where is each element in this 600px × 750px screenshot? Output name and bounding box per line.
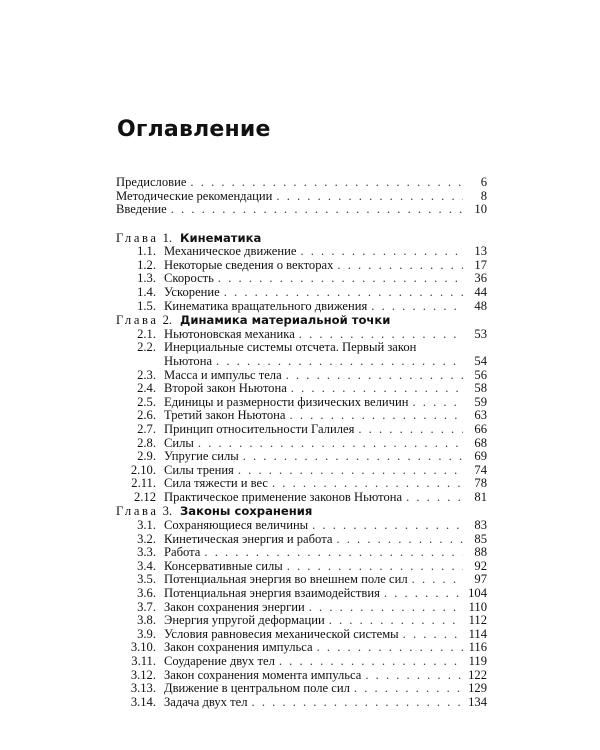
chapter-number: 1. xyxy=(162,230,173,245)
section-number: 2.9. xyxy=(137,449,156,464)
toc-section-entry[interactable] xyxy=(116,450,487,464)
toc-section-entry[interactable] xyxy=(116,396,487,410)
page-number: 104 xyxy=(468,585,487,600)
toc-section-entry[interactable] xyxy=(116,272,487,286)
dot-leader xyxy=(243,450,463,464)
page-number: 69 xyxy=(474,449,487,464)
page-number: 85 xyxy=(474,531,487,546)
dot-leader xyxy=(299,328,463,342)
section-title: Движение в центральном поле сил xyxy=(164,681,350,696)
dot-leader xyxy=(272,477,463,491)
page-number: 97 xyxy=(474,572,487,587)
section-title: Закон сохранения момента импульса xyxy=(164,667,362,682)
page-number: 48 xyxy=(474,298,487,313)
toc-section-entry[interactable] xyxy=(116,655,487,669)
toc-section-entry[interactable] xyxy=(116,560,487,574)
page-number: 83 xyxy=(474,517,487,532)
entry-title: Предисловие xyxy=(116,175,187,189)
toc-section-entry[interactable] xyxy=(116,341,487,355)
page-number: 13 xyxy=(474,244,487,259)
toc-front-entry[interactable] xyxy=(116,190,487,204)
dot-leader xyxy=(358,423,463,437)
dot-leader xyxy=(371,300,463,314)
section-title: Третий закон Ньютона xyxy=(164,408,286,423)
section-title: Энергия упругой деформации xyxy=(164,613,325,628)
page-number: 10 xyxy=(474,202,487,217)
dot-leader xyxy=(412,573,463,587)
dot-leader xyxy=(279,655,463,669)
section-number: 3.14. xyxy=(130,694,156,709)
dot-leader xyxy=(190,176,463,190)
toc-section-entry[interactable] xyxy=(116,641,487,655)
section-number: 1.2. xyxy=(137,257,156,272)
page-number: 68 xyxy=(474,435,487,450)
toc-section-entry[interactable] xyxy=(116,696,487,710)
toc-section-entry[interactable] xyxy=(116,491,487,505)
chapter-word: Глава xyxy=(116,230,159,245)
page-number: 110 xyxy=(468,599,487,614)
toc-section-entry[interactable] xyxy=(116,533,487,547)
dot-leader xyxy=(287,560,463,574)
dot-leader xyxy=(300,245,463,259)
dot-leader xyxy=(312,519,463,533)
toc-section-entry[interactable] xyxy=(116,628,487,642)
section-number: 2.1. xyxy=(137,326,156,341)
section-title: Упругие силы xyxy=(164,449,239,464)
table-of-contents xyxy=(116,176,487,709)
toc-section-entry[interactable] xyxy=(116,464,487,478)
section-number: 1.4. xyxy=(137,285,156,300)
toc-section-entry[interactable] xyxy=(116,245,487,259)
dot-leader xyxy=(317,641,463,655)
dot-leader xyxy=(218,272,463,286)
page-number: 74 xyxy=(474,462,487,477)
page-number: 58 xyxy=(474,381,487,396)
section-title: Механическое движение xyxy=(164,244,297,259)
chapter-title: Кинематика xyxy=(180,230,262,245)
section-title: Кинетическая энергия и работа xyxy=(164,531,333,546)
toc-section-entry[interactable] xyxy=(116,409,487,423)
section-title: Силы xyxy=(164,435,194,450)
section-number: 3.2. xyxy=(137,531,156,546)
page-number: 119 xyxy=(468,653,487,668)
toc-section-entry[interactable] xyxy=(116,601,487,615)
dot-leader xyxy=(171,203,463,217)
section-number: 3.3. xyxy=(137,545,156,560)
section-title: Сохраняющиеся величины xyxy=(164,517,309,532)
chapter-heading[interactable] xyxy=(116,504,487,519)
page-number: 112 xyxy=(468,613,487,628)
page-number: 17 xyxy=(474,257,487,272)
page-number: 66 xyxy=(474,421,487,436)
toc-section-entry[interactable] xyxy=(116,286,487,300)
toc-section-entry[interactable] xyxy=(116,477,487,491)
page-number: 53 xyxy=(474,326,487,341)
chapter-title: Законы сохранения xyxy=(180,504,313,519)
section-title: Задача двух тел xyxy=(164,694,248,709)
section-title: Ускорение xyxy=(164,285,220,300)
section-number: 3.4. xyxy=(137,558,156,573)
chapter-word: Глава xyxy=(116,504,159,519)
section-number: 2.12 xyxy=(133,489,156,504)
section-number: 2.6. xyxy=(137,408,156,423)
page-number: 114 xyxy=(468,626,487,641)
section-number: 2.2. xyxy=(137,340,156,355)
chapter-title: Динамика материальной точки xyxy=(180,313,391,328)
section-number: 3.5. xyxy=(137,572,156,587)
toc-section-entry[interactable] xyxy=(116,423,487,437)
toc-section-entry[interactable] xyxy=(116,382,487,396)
dot-leader xyxy=(290,409,463,423)
section-title: Кинематика вращательного движения xyxy=(164,298,368,313)
section-title: Некоторые сведения о векторах xyxy=(164,257,334,272)
section-number: 1.1. xyxy=(137,244,156,259)
section-title: Скорость xyxy=(164,271,214,286)
dot-leader xyxy=(403,628,463,642)
toc-section-entry-continued[interactable] xyxy=(116,355,487,369)
section-title: Консервативные силы xyxy=(164,558,283,573)
toc-front-entry[interactable] xyxy=(116,203,487,217)
dot-leader xyxy=(336,533,463,547)
section-title: Работа xyxy=(164,545,201,560)
section-title: Потенциальная энергия взаимодействия xyxy=(164,585,380,600)
section-number: 3.9. xyxy=(137,626,156,641)
section-title: Закон сохранения импульса xyxy=(164,640,313,655)
toc-section-entry[interactable] xyxy=(116,614,487,628)
section-title: Ньютоновская механика xyxy=(164,326,295,341)
toc-section-entry[interactable] xyxy=(116,369,487,383)
page-number: 44 xyxy=(474,285,487,300)
toc-section-entry[interactable] xyxy=(116,519,487,533)
section-number: 1.3. xyxy=(137,271,156,286)
page-number: 6 xyxy=(480,175,487,189)
dot-leader xyxy=(365,669,463,683)
page-number: 122 xyxy=(468,667,487,682)
dot-leader xyxy=(406,491,463,505)
entry-title: Введение xyxy=(116,202,167,217)
page-number: 129 xyxy=(468,681,487,696)
section-title: Соударение двух тел xyxy=(164,653,275,668)
section-title: Условия равновесия механической системы xyxy=(164,626,399,641)
page-number: 81 xyxy=(474,489,487,504)
toc-front-entry[interactable] xyxy=(116,176,487,190)
dot-leader xyxy=(216,355,463,369)
section-number: 3.13. xyxy=(130,681,156,696)
section-number: 2.3. xyxy=(137,367,156,382)
section-number: 2.7. xyxy=(137,421,156,436)
dot-leader xyxy=(238,464,463,478)
section-title: Практическое применение законов Ньютона xyxy=(164,489,403,504)
section-number: 3.11. xyxy=(131,653,156,668)
page-number: 92 xyxy=(474,558,487,573)
dot-leader xyxy=(329,614,463,628)
section-number: 3.8. xyxy=(137,613,156,628)
section-title: Силы трения xyxy=(164,462,234,477)
toc-section-entry[interactable] xyxy=(116,573,487,587)
section-number: 2.11. xyxy=(131,476,156,491)
section-title: Второй закон Ньютона xyxy=(164,381,287,396)
page-number: 134 xyxy=(468,694,487,709)
section-number: 3.7. xyxy=(137,599,156,614)
page-number: 36 xyxy=(474,271,487,286)
page-number: 116 xyxy=(468,640,487,655)
page-number: 88 xyxy=(474,545,487,560)
dot-leader xyxy=(354,682,463,696)
dot-leader xyxy=(384,587,463,601)
dot-leader xyxy=(198,437,463,451)
section-title: Инерциальные системы отсчета. Первый закон xyxy=(164,340,417,355)
page-title: Оглавление xyxy=(117,117,271,142)
dot-leader xyxy=(204,546,463,560)
section-number: 1.5. xyxy=(137,298,156,313)
toc-section-entry[interactable] xyxy=(116,259,487,273)
section-title: Принцип относительности Галилея xyxy=(164,421,355,436)
section-number: 3.10. xyxy=(130,640,156,655)
chapter-heading[interactable] xyxy=(116,231,487,246)
section-title-continued: Ньютона xyxy=(164,353,213,368)
page-number: 56 xyxy=(474,367,487,382)
dot-leader xyxy=(252,696,463,710)
chapter-number: 3. xyxy=(162,504,173,519)
section-title: Закон сохранения энергии xyxy=(164,599,305,614)
page-number: 8 xyxy=(480,188,487,203)
toc-section-entry[interactable] xyxy=(116,587,487,601)
page-number: 78 xyxy=(474,476,487,491)
dot-leader xyxy=(337,259,463,273)
toc-section-entry[interactable] xyxy=(116,682,487,696)
section-title: Потенциальная энергия во внешнем поле сил xyxy=(164,572,408,587)
toc-section-entry[interactable] xyxy=(116,546,487,560)
chapter-heading[interactable] xyxy=(116,313,487,328)
section-number: 3.1. xyxy=(137,517,156,532)
page-number: 59 xyxy=(474,394,487,409)
entry-title: Методические рекомендации xyxy=(116,188,273,203)
toc-section-entry[interactable] xyxy=(116,437,487,451)
section-title: Масса и импульс тела xyxy=(164,367,282,382)
dot-leader xyxy=(286,369,463,383)
section-number: 2.4. xyxy=(137,381,156,396)
section-title: Сила тяжести и вес xyxy=(164,476,268,491)
toc-section-entry[interactable] xyxy=(116,300,487,314)
chapter-number: 2. xyxy=(162,313,173,328)
section-number: 2.10. xyxy=(130,462,156,477)
section-number: 3.12. xyxy=(130,667,156,682)
section-number: 3.6. xyxy=(137,585,156,600)
section-title: Единицы и размерности физических величин xyxy=(164,394,409,409)
dot-leader xyxy=(224,286,463,300)
dot-leader xyxy=(291,382,463,396)
toc-section-entry[interactable] xyxy=(116,328,487,342)
dot-leader xyxy=(412,396,463,410)
section-number: 2.5. xyxy=(137,394,156,409)
page-number: 63 xyxy=(474,408,487,423)
section-number: 2.8. xyxy=(137,435,156,450)
dot-leader xyxy=(309,601,463,615)
toc-section-entry[interactable] xyxy=(116,669,487,683)
chapter-word: Глава xyxy=(116,313,159,328)
page-number: 54 xyxy=(474,353,487,368)
dot-leader xyxy=(276,190,463,204)
